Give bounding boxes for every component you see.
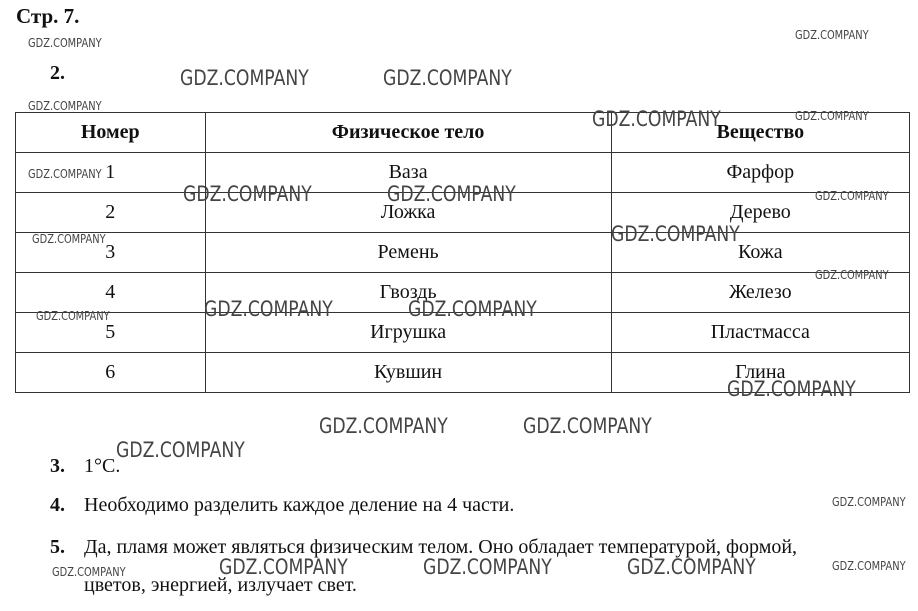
watermark: GDZ.COMPANY [116,438,245,462]
watermark: GDZ.COMPANY [52,565,126,579]
watermark: GDZ.COMPANY [815,268,889,282]
watermark: GDZ.COMPANY [183,182,312,206]
watermark: GDZ.COMPANY [28,36,102,50]
watermark: GDZ.COMPANY [795,28,869,42]
page-header: Стр. 7. [16,4,80,28]
watermark: GDZ.COMPANY [383,66,512,90]
cell-substance: Фарфор [611,153,909,193]
table-header-row [16,113,910,153]
item-4-text: Необходимо разделить каждое деление на 4 части. [84,494,515,516]
item-3-text: 1°С. [84,455,121,477]
item-5-text-line2: цветов, энергией, излучает свет. [84,574,357,596]
cell-number: 5 [16,313,206,353]
header-substance: Вещество [611,113,909,153]
header-physical-body: Физическое тело [205,113,611,153]
watermark: GDZ.COMPANY [611,222,740,246]
watermark: GDZ.COMPANY [408,297,537,321]
watermark: GDZ.COMPANY [627,555,756,579]
watermark: GDZ.COMPANY [832,495,906,509]
watermark: GDZ.COMPANY [387,182,516,206]
cell-physical-body: Ремень [205,233,611,273]
watermark: GDZ.COMPANY [28,99,102,113]
cell-number: 3 [16,233,206,273]
watermark: GDZ.COMPANY [795,109,869,123]
watermark: GDZ.COMPANY [319,414,448,438]
table-row [16,233,910,273]
item-3-number: 3. [50,455,65,477]
cell-physical-body: Ложка [205,193,611,233]
cell-number: 1 [16,153,206,193]
cell-substance: Дерево [611,193,909,233]
watermark: GDZ.COMPANY [32,232,106,246]
item-2-number: 2. [50,62,65,84]
cell-physical-body: Кувшин [205,353,611,393]
watermark: GDZ.COMPANY [815,189,889,203]
item-4-number: 4. [50,494,65,516]
cell-substance: Пластмасса [611,313,909,353]
watermark: GDZ.COMPANY [204,297,333,321]
header-number: Номер [16,113,206,153]
cell-number: 6 [16,353,206,393]
cell-physical-body: Гвоздь [205,273,611,313]
cell-number: 2 [16,193,206,233]
watermark: GDZ.COMPANY [523,414,652,438]
cell-number: 4 [16,273,206,313]
watermark: GDZ.COMPANY [592,107,721,131]
watermark: GDZ.COMPANY [180,66,309,90]
cell-physical-body: Игрушка [205,313,611,353]
cell-substance: Глина [611,353,909,393]
answers-table [15,112,910,393]
watermark: GDZ.COMPANY [219,555,348,579]
watermark: GDZ.COMPANY [28,167,102,181]
cell-physical-body: Ваза [205,153,611,193]
item-5-text-line1: Да, пламя может являться физическим телом. Оно обладает температурой, формой, [84,536,798,558]
cell-substance: Железо [611,273,909,313]
cell-substance: Кожа [611,233,909,273]
watermark: GDZ.COMPANY [727,377,856,401]
item-5-number: 5. [50,536,65,558]
watermark: GDZ.COMPANY [423,555,552,579]
watermark: GDZ.COMPANY [36,309,110,323]
watermark: GDZ.COMPANY [832,559,906,573]
